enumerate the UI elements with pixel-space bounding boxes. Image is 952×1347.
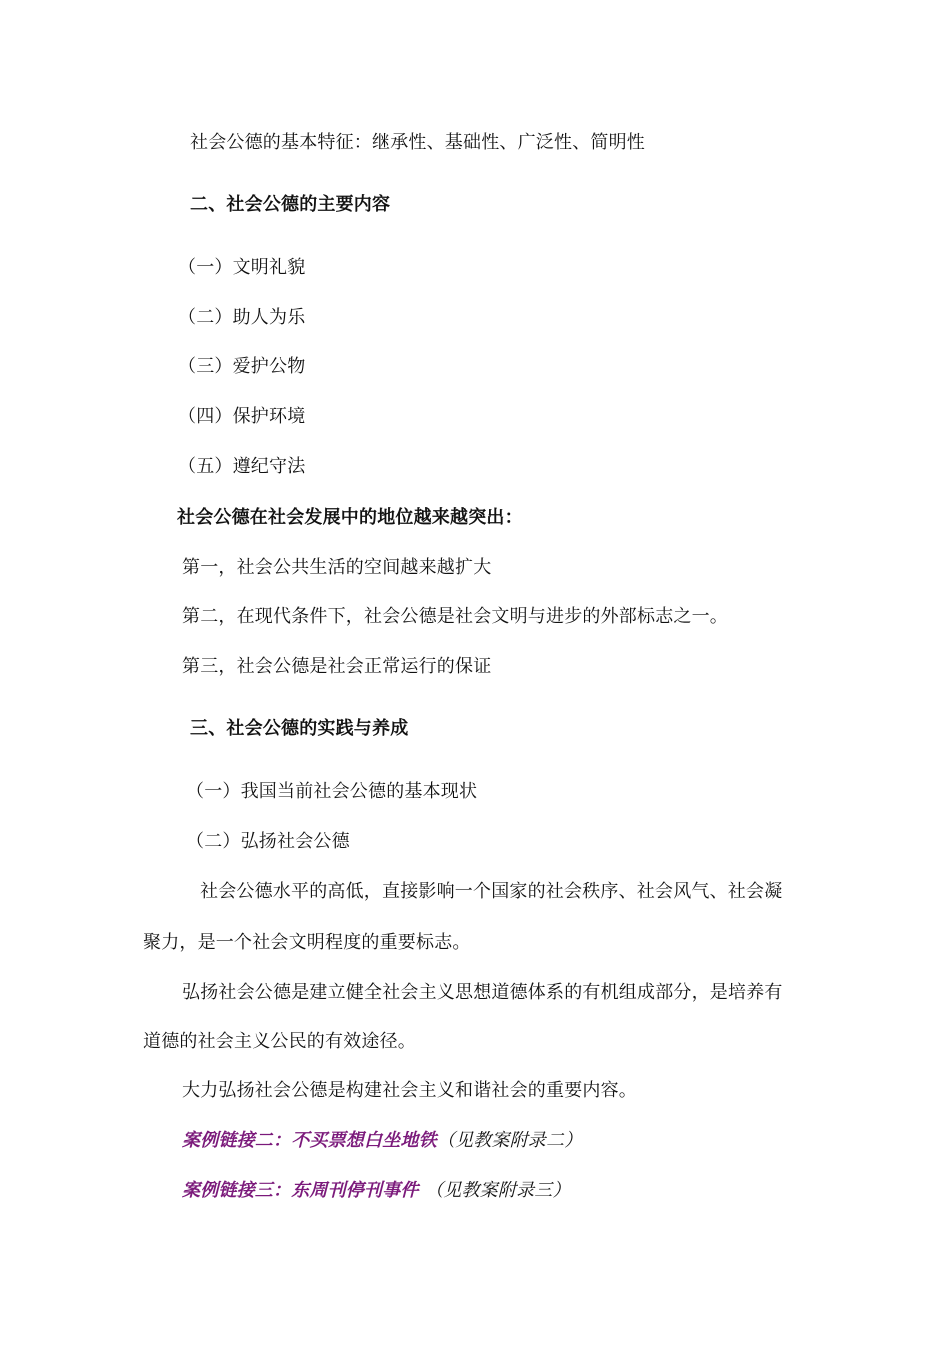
- case-link-2-ref: （见教案附录二）: [436, 1130, 583, 1151]
- case-link-3[interactable]: [182, 1179, 571, 1203]
- content-item-1: （一）文明礼貌: [178, 257, 306, 278]
- status-heading: 社会公德在社会发展中的地位越来越突出：: [177, 507, 523, 528]
- status-point-3: 第三，社会公德是社会正常运行的保证: [182, 656, 492, 677]
- practice-item-1: （一）我国当前社会公德的基本现状: [186, 781, 478, 802]
- case-link-2-title[interactable]: 案例链接二：不买票想白坐地铁: [182, 1130, 437, 1151]
- case-link-3-title[interactable]: 案例链接三：东周刊停刊事件: [182, 1180, 426, 1201]
- section-heading-content: 二、社会公德的主要内容: [190, 194, 391, 215]
- features-line: 社会公德的基本特征：继承性、基础性、广泛性、简明性: [190, 132, 645, 153]
- paragraph-3: 大力弘扬社会公德是构建社会主义和谐社会的重要内容。: [182, 1080, 637, 1101]
- content-item-5: （五）遵纪守法: [178, 456, 306, 477]
- status-point-2: 第二，在现代条件下，社会公德是社会文明与进步的外部标志之一。: [182, 606, 728, 627]
- practice-item-2: （二）弘扬社会公德: [186, 831, 350, 852]
- case-link-3-ref: （见教案附录三）: [425, 1180, 571, 1201]
- content-item-4: （四）保护环境: [178, 406, 306, 427]
- content-item-2: （二）助人为乐: [178, 307, 306, 328]
- paragraph-2-line-1: 弘扬社会公德是建立健全社会主义思想道德体系的有机组成部分，是培养有: [182, 982, 783, 1003]
- paragraph-1-line-2: 聚力，是一个社会文明程度的重要标志。: [143, 932, 471, 953]
- case-link-2[interactable]: [182, 1129, 582, 1153]
- section-heading-practice: 三、社会公德的实践与养成: [190, 718, 409, 739]
- status-point-1: 第一，社会公共生活的空间越来越扩大: [182, 557, 492, 578]
- content-item-3: （三）爱护公物: [178, 356, 306, 377]
- paragraph-1-line-1: 社会公德水平的高低，直接影响一个国家的社会秩序、社会风气、社会凝: [200, 881, 783, 902]
- paragraph-2-line-2: 道德的社会主义公民的有效途径。: [143, 1031, 416, 1052]
